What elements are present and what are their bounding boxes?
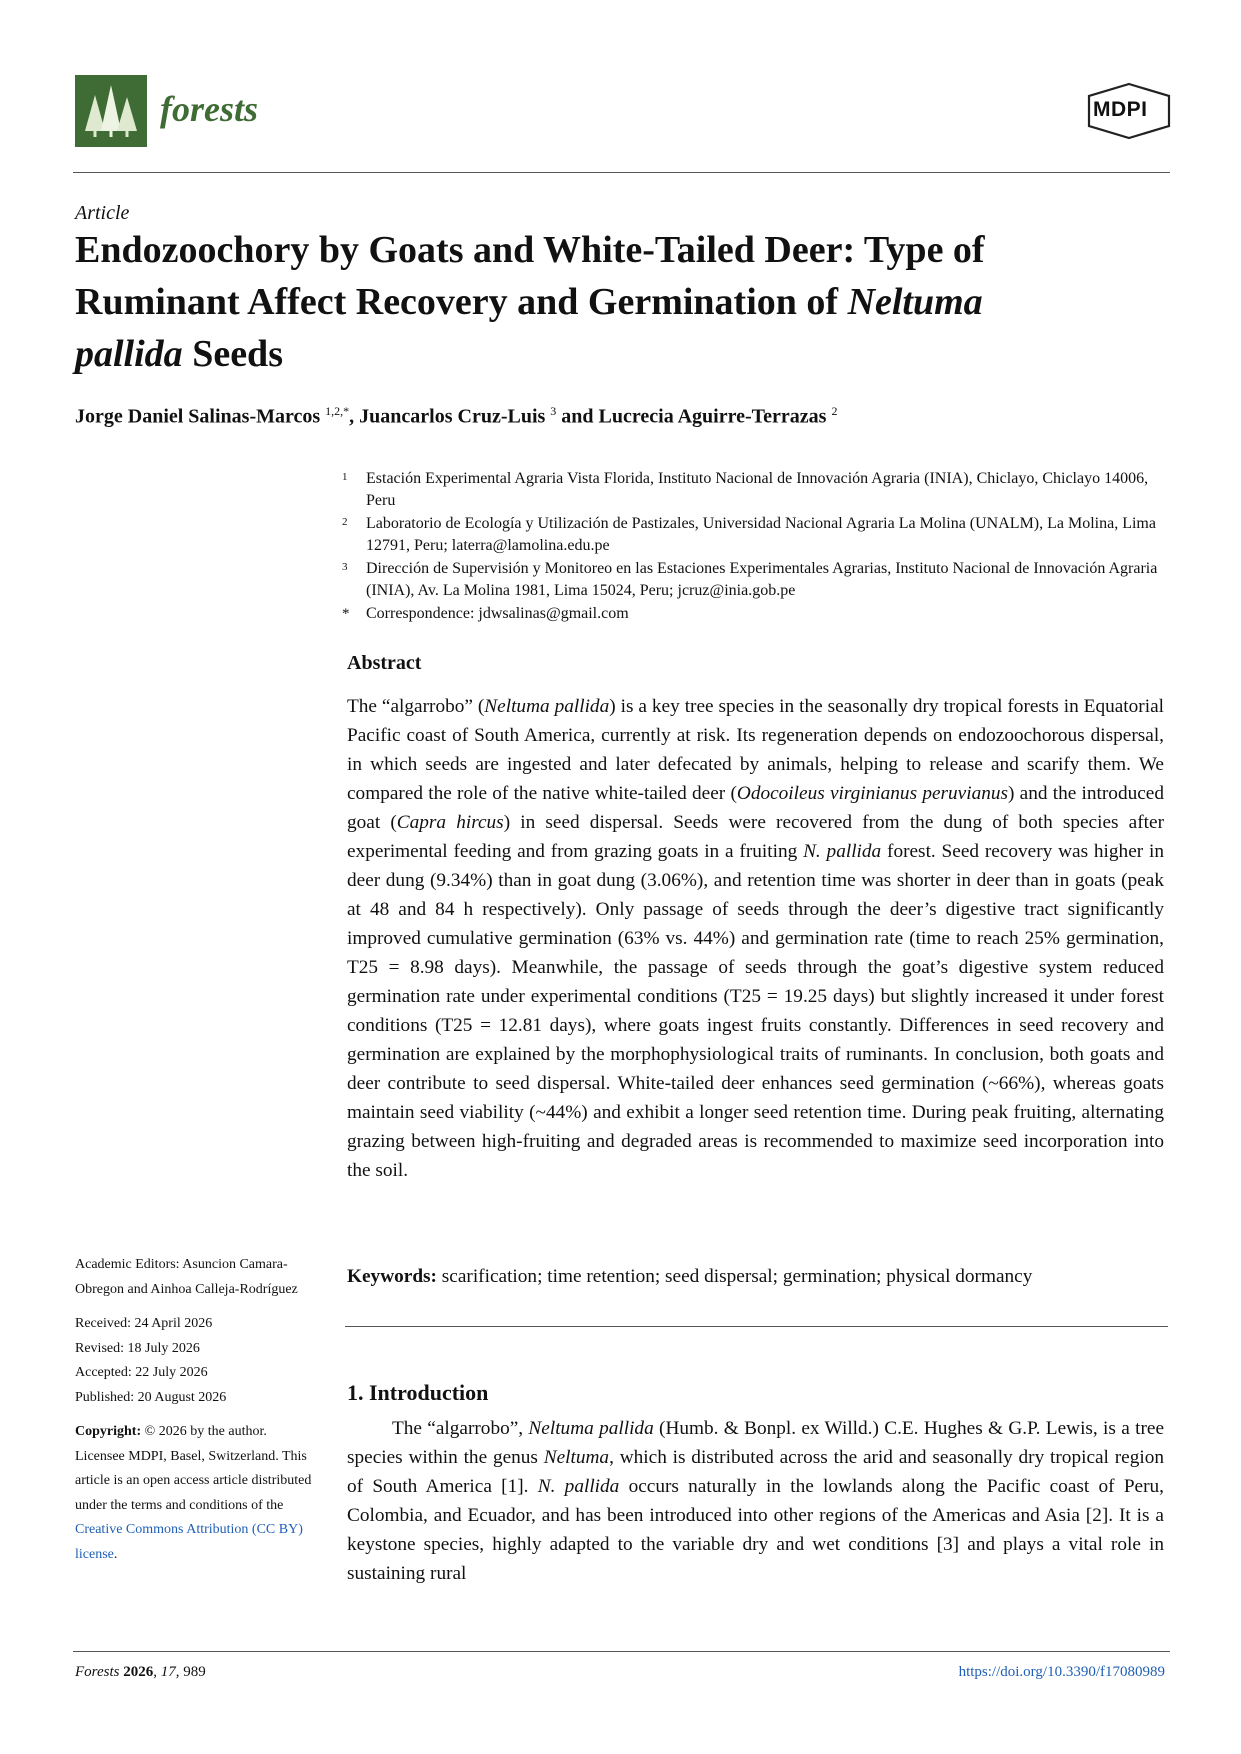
accepted-date: Accepted: 22 July 2026	[75, 1365, 208, 1380]
italic-term: Neltuma pallida	[484, 696, 610, 717]
author-name: Juancarlos Cruz-Luis	[359, 405, 551, 428]
title-part: Seeds	[182, 333, 283, 375]
affiliation-item	[342, 558, 1162, 602]
introduction-body	[347, 1414, 1164, 1588]
text-segment: (Humb. & Bonpl. ex Willd.) C.E. Hughes & G.P. Lewis, is a tree species within the genus	[347, 1418, 1164, 1468]
trees-logo-icon	[75, 75, 147, 147]
footer-citation: Forests 2026, 17, 989	[75, 1664, 206, 1680]
revised-date: Revised: 18 July 2026	[75, 1340, 200, 1356]
author-affiliation-marker: 3	[550, 404, 557, 418]
affiliation-marker: 2	[342, 516, 348, 528]
affiliations	[342, 468, 1162, 626]
keywords-label: Keywords:	[347, 1266, 437, 1287]
author-affiliation-marker: 1,2,*	[325, 404, 350, 418]
text-segment: ) and the introduced goat (	[347, 783, 1164, 833]
header-divider	[73, 172, 1170, 173]
author-affiliation-marker: 2	[831, 404, 838, 418]
text-segment: , which is distributed across the arid and seasonally dry tropical region of South America [1].	[347, 1447, 1164, 1497]
text-segment: occurs naturally in the lowlands along the Pacific coast of Peru, Colombia, and Ecuador, and has been introduced into other regions of the Americas and Asia [2]. It is a keystone species, highly adapted to the variable dry and wet conditions [3] and plays a vital role in sustaining rural	[347, 1476, 1164, 1584]
footer-article-number: 989	[183, 1664, 206, 1680]
affiliation-marker: 1	[342, 471, 348, 483]
footer-journal: Forests	[75, 1664, 120, 1680]
text-segment: The “algarrobo”,	[392, 1418, 529, 1439]
keywords-divider	[345, 1326, 1168, 1327]
abstract-paragraph	[347, 692, 1164, 1185]
author-separator: ,	[349, 405, 360, 428]
abstract-heading: Abstract	[347, 652, 422, 674]
journal-name: forests	[160, 89, 258, 129]
affiliation-item	[342, 513, 1162, 557]
abstract-body	[347, 692, 1164, 1185]
copyright-end: .	[113, 1546, 118, 1562]
keywords	[347, 1266, 1167, 1288]
author-name: Lucrecia Aguirre-Terrazas	[598, 405, 832, 428]
affiliation-marker: 3	[342, 561, 348, 573]
article-title	[75, 224, 1075, 380]
affiliation-item	[342, 603, 1162, 625]
affiliation-text: Estación Experimental Agraria Vista Florida, Instituto Nacional de Innovación Agraria (INIA), Chiclayo, Chiclayo 14006, Peru	[366, 470, 1149, 509]
keywords-text: scarification; time retention; seed dispersal; germination; physical dormancy	[436, 1266, 1033, 1287]
copyright-label: Copyright:	[75, 1424, 142, 1439]
affiliation-text: Dirección de Supervisión y Monitoreo en las Estaciones Experimentales Agrarias, Instituto Nacional de Innovación Agraria (INIA), Av. La Molina 1981, Lima 15024, Peru; jcruz@inia.gob.pe	[366, 560, 1158, 599]
italic-term: Neltuma	[543, 1447, 610, 1468]
affiliation-text: Laboratorio de Ecología y Utilización de Pastizales, Universidad Nacional Agraria La Molina (UNALM), La Molina, Lima 12791, Peru; laterra@lamolina.edu.pe	[366, 515, 1156, 554]
text-segment: forest. Seed recovery was higher in deer dung (9.34%) than in goat dung (3.06%), and retention time was shorter in deer than in goats (peak at 48 and 84 h respectively). Only passage of seeds through the deer’s digestive tract significantly improved cumulative germination (63% vs. 44%) and germination rate (time to reach 25% germination, T25 = 8.98 days). Meanwhile, the passage of seeds through the goat’s digestive system reduced germination rate under experimental conditions (T25 = 19.25 days) but slightly increased it under forest conditions (T25 = 12.81 days), where goats ingest fruits constantly. Differences in seed recovery and germination are explained by the morphophysiological traits of ruminants. In conclusion, both goats and deer contribute to seed dispersal. White-tailed deer enhances seed germination (~66%), whereas goats maintain seed viability (~44%) and exhibit a longer seed retention time. During peak fruiting, alternating grazing between high-fruiting and degraded areas is recommended to maximize seed incorporation into the soil.	[347, 841, 1164, 1181]
received-date: Received: 24 April 2026	[75, 1316, 213, 1331]
italic-term: N. pallida	[537, 1476, 620, 1497]
article-type: Article	[75, 202, 130, 224]
license-link[interactable]: Creative Commons Attribution (CC BY) license	[75, 1522, 303, 1562]
italic-term: Odocoileus virginianus peruvianus	[736, 783, 1008, 804]
affiliation-text: Correspondence: jdwsalinas@gmail.com	[366, 605, 629, 622]
footer-volume: 17	[160, 1664, 176, 1680]
academic-editors: Academic Editors: Asuncion Camara-Obregon and Ainhoa Calleja-Rodríguez	[75, 1257, 298, 1297]
publisher-name: MDPI	[1093, 98, 1148, 121]
section-heading-introduction: 1. Introduction	[347, 1380, 489, 1405]
published-date: Published: 20 August 2026	[75, 1389, 227, 1405]
doi-link[interactable]: https://doi.org/10.3390/f17080989	[958, 1664, 1165, 1680]
text-segment: The “algarrobo” (	[347, 696, 485, 717]
copyright-text: © 2026 by the author. Licensee MDPI, Basel, Switzerland. This article is an open access article distributed under the terms and conditions of the	[75, 1424, 312, 1513]
italic-term: Neltuma pallida	[528, 1418, 654, 1439]
italic-term: N. pallida	[803, 841, 882, 862]
journal-logo	[75, 75, 147, 147]
author-name: Jorge Daniel Salinas-Marcos	[75, 405, 326, 428]
copyright-notice	[75, 1420, 320, 1567]
author-list	[75, 404, 1125, 429]
article-info-sidebar	[75, 1253, 320, 1567]
affiliation-marker: *	[342, 606, 350, 622]
introduction-paragraph	[347, 1414, 1164, 1588]
title-part: Endozoochory by Goats and White-Tailed Deer: Type of Ruminant Affect Recovery and Germination of	[75, 229, 985, 323]
footer-year: 2026	[123, 1664, 154, 1680]
text-segment: ) is a key tree species in the seasonally dry tropical forests in Equatorial Pacific coast of South America, currently at risk. Its regeneration depends on endozoochorous dispersal, in which seeds are ingested and later defecated by animals, helping to release and scarify them. We compared the role of the native white-tailed deer (	[347, 696, 1164, 804]
text-segment: ) in seed dispersal. Seeds were recovered from the dung of both species after experimental feeding and from grazing goats in a fruiting	[347, 812, 1164, 862]
affiliation-item	[342, 468, 1162, 512]
author-separator: and	[556, 405, 599, 428]
title-species: Neltuma pallida	[75, 281, 983, 375]
italic-term: Capra hircus	[396, 812, 504, 833]
publisher-logo[interactable]	[1085, 82, 1173, 140]
footer-divider	[73, 1651, 1170, 1652]
